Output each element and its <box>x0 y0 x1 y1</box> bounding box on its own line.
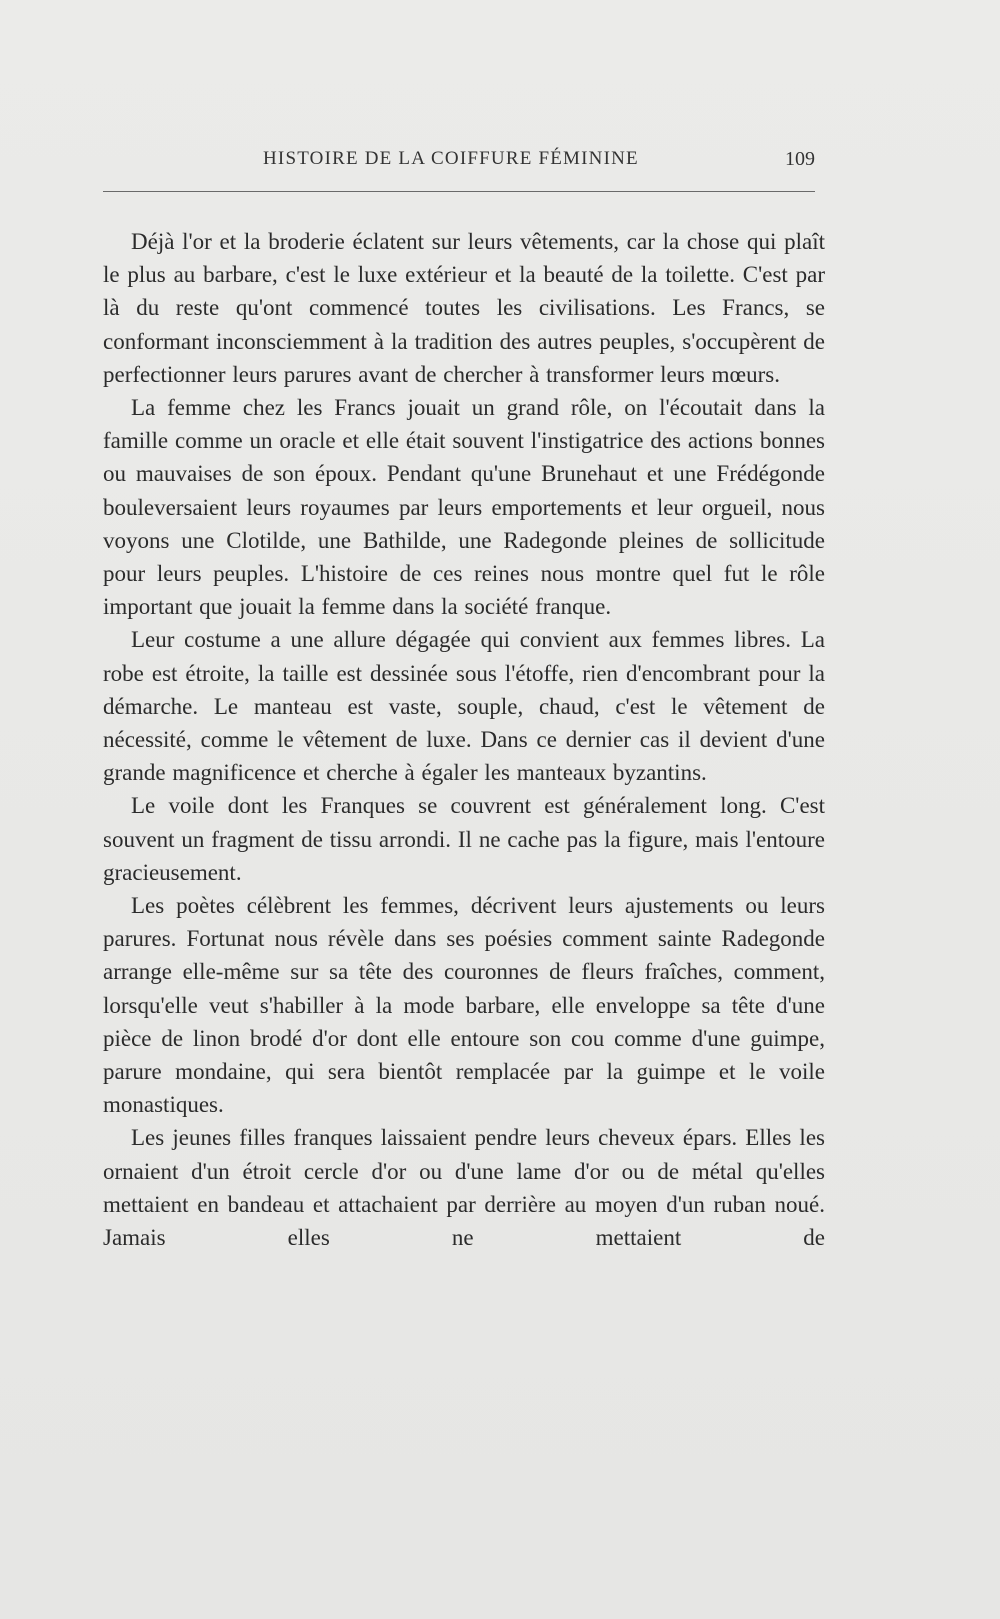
paragraph: Le voile dont les Franques se couvrent est généralement long. C'est souvent un fragment de tissu arrondi. Il ne cache pas la figure, mais l'entoure gracieusement. <box>103 793 825 885</box>
paragraph: Les poètes célèbrent les femmes, décrivent leurs ajustements ou leurs parures. Fortunat nous révèle dans ses poésies comment sainte Radegonde arrange elle-même sur sa tête des couronnes de fleurs fraîches, comment, lorsqu'elle veut s'habiller à la mode barbare, elle enveloppe sa tête d'une pièce de linon brodé d'or dont elle entoure son cou comme d'une guimpe, parure mondaine, qui sera bientôt remplacée par la guimpe et le voile monastiques. <box>103 893 825 1118</box>
paragraph: Leur costume a une allure dégagée qui convient aux femmes libres. La robe est étroite, la taille est dessinée sous l'étoffe, rien d'encombrant pour la démarche. Le manteau est vaste, souple, chaud, c'est le vêtement de nécessité, comme le vêtement de luxe. Dans ce dernier cas il devient d'une grande magnificence et cherche à égaler les manteaux byzantins. <box>103 627 825 786</box>
paragraph: Les jeunes filles franques laissaient pendre leurs cheveux épars. Elles les ornaient d'un étroit cercle d'or ou d'une lame d'or ou de métal qu'elles mettaient en bandeau et attachaient par derrière au moyen d'un ruban noué. Jamais elles ne mettaient de <box>103 1125 825 1251</box>
paragraph: Déjà l'or et la broderie éclatent sur leurs vêtements, car la chose qui plaît le plus au barbare, c'est le luxe extérieur et la beauté de la toilette. C'est par là du reste qu'ont commencé toutes les civilisations. Les Francs, se conformant inconsciemment à la tradition des autres peuples, s'occupèrent de perfectionner leurs parures avant de chercher à transformer leurs mœurs. <box>103 229 825 387</box>
header-rule <box>103 191 815 192</box>
running-header <box>103 148 815 178</box>
page-number: 109 <box>785 148 815 170</box>
running-title: HISTOIRE DE LA COIFFURE FÉMININE <box>263 148 639 169</box>
body-text <box>103 225 825 1254</box>
paragraph: La femme chez les Francs jouait un grand rôle, on l'écoutait dans la famille comme un oracle et elle était souvent l'instigatrice des actions bonnes ou mauvaises de son époux. Pendant qu'une Brunehaut et une Frédégonde bouleversaient leurs royaumes par leurs emportements et leur orgueil, nous voyons une Clotilde, une Bathilde, une Radegonde pleines de sollicitude pour leurs peuples. L'histoire de ces reines nous montre quel fut le rôle important que jouait la femme dans la société franque. <box>103 395 825 620</box>
